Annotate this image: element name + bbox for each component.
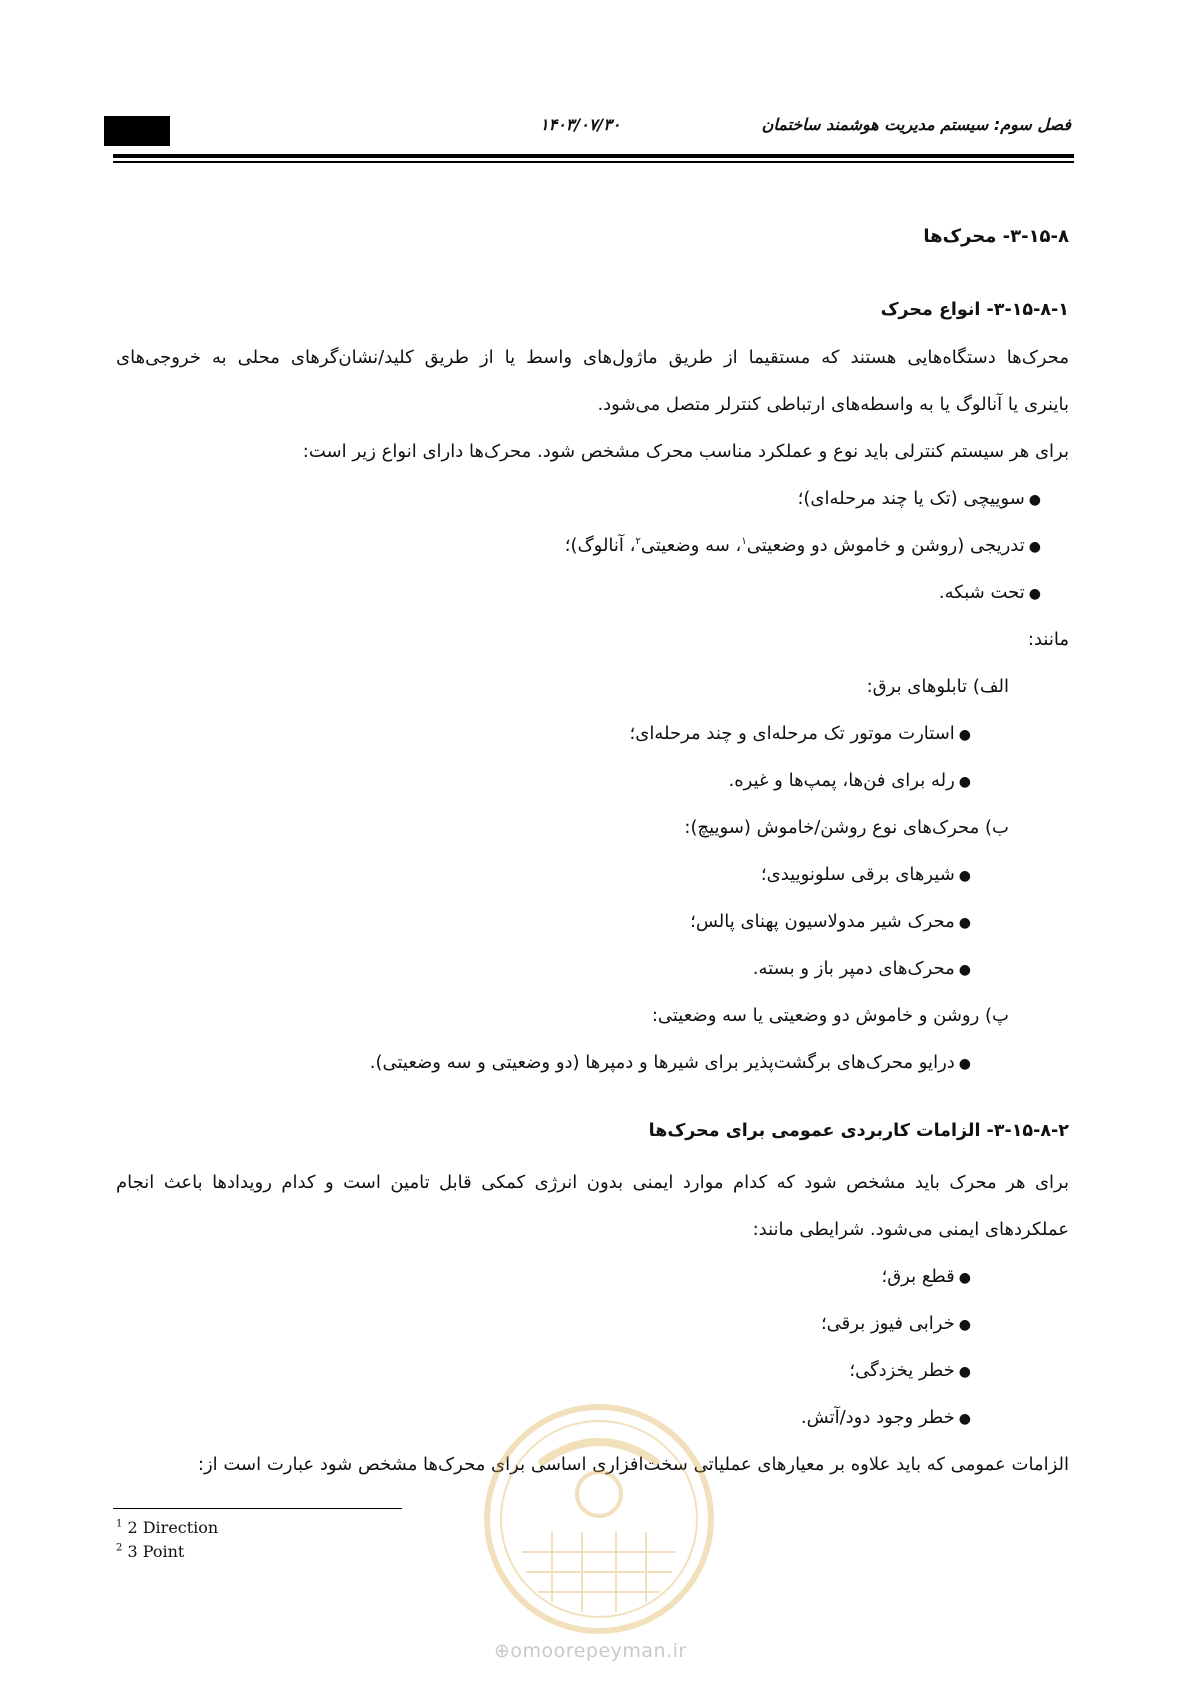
bullet-icon: ● [958, 727, 971, 743]
section-heading: ۳-۱۵-۸- محرک‌ها [923, 226, 1069, 247]
page-number-box [104, 116, 170, 146]
bullet-icon: ● [958, 1364, 971, 1380]
list-item: ●محرک شیر مدولاسیون پهنای پالس؛ [690, 911, 971, 932]
bullet-icon: ● [958, 1411, 971, 1427]
list-item: ●خرابی فیوز برقی؛ [820, 1313, 971, 1334]
paragraph-line: عملکردهای ایمنی می‌شود. شرایطی مانند: [752, 1219, 1069, 1240]
list-item: ●درایو محرک‌های برگشت‌پذیر برای شیرها و دمپرها (دو وضعیتی و سه وضعیتی). [369, 1052, 971, 1073]
header-date: ۱۴۰۳/۰۷/۳۰ [540, 115, 621, 134]
bullet-icon: ● [958, 1270, 971, 1286]
paragraph-line: برای هر محرک باید مشخص شود که کدام موارد ایمنی بدون انرژی کمکی قابل تامین است و کدام رویدادها باعث انجام [116, 1172, 1069, 1193]
paragraph-line: مانند: [1027, 629, 1069, 650]
watermark-seal-icon [482, 1402, 716, 1636]
paragraph-line: الزامات عمومی که باید علاوه بر معیارهای عملیاتی سخت‌افزاری اساسی برای محرک‌ها مشخص شود عبارت است از: [197, 1454, 1069, 1475]
list-item: ●محرک‌های دمپر باز و بسته. [752, 958, 971, 979]
list-item: ●رله برای فن‌ها، پمپ‌ها و غیره. [728, 770, 971, 791]
footnote: $^2$ 3 Point [116, 1542, 185, 1561]
paragraph-line: محرک‌ها دستگاه‌هایی هستند که مستقیما از طریق ماژول‌های واسط یا از طریق کلید/نشان‌گرهای محلی به خروجی‌های [116, 347, 1069, 368]
list-item: ●تحت شبکه. [938, 582, 1041, 603]
bullet-icon: ● [1028, 492, 1041, 508]
paragraph-line: باینری یا آنالوگ یا به واسطه‌های ارتباطی کنترلر متصل می‌شود. [597, 394, 1069, 415]
group-title: پ) روشن و خاموش دو وضعیتی یا سه وضعیتی: [651, 1005, 1009, 1026]
bullet-icon: ● [958, 1317, 971, 1333]
bullet-icon: ● [958, 915, 971, 931]
bullet-icon: ● [958, 1056, 971, 1072]
chapter-title: فصل سوم: سیستم مدیریت هوشمند ساختمان [761, 115, 1071, 134]
list-item: ●خطر یخزدگی؛ [849, 1360, 971, 1381]
list-item: ●استارت موتور تک مرحله‌ای و چند مرحله‌ای؛ [629, 723, 971, 744]
bullet-icon: ● [958, 868, 971, 884]
list-item: ●سوییچی (تک یا چند مرحله‌ای)؛ [797, 488, 1041, 509]
subsection-heading-1: ۳-۱۵-۸-۱- انواع محرک [880, 300, 1069, 320]
list-item: ●تدریجی (روشن و خاموش دو وضعیتی$^۱$، سه وضعیتی$^۲$، آنالوگ)؛ [564, 535, 1041, 556]
header-rule-thin [113, 161, 1074, 163]
subsection-heading-2: ۳-۱۵-۸-۲- الزامات کاربردی عمومی برای محرک‌ها [648, 1121, 1069, 1141]
bullet-icon: ● [1028, 539, 1041, 555]
bullet-icon: ● [1028, 586, 1041, 602]
bullet-icon: ● [958, 962, 971, 978]
footnote: $^1$ 2 Direction [116, 1518, 219, 1537]
list-item: ●شیرهای برقی سلونوییدی؛ [760, 864, 971, 885]
list-item: ●خطر وجود دود/آتش. [800, 1407, 971, 1428]
list-item: ●قطع برق؛ [881, 1266, 971, 1287]
paragraph-line: برای هر سیستم کنترلی باید نوع و عملکرد مناسب محرک مشخص شود. محرک‌ها دارای انواع زیر است: [302, 441, 1069, 462]
footnote-ref: ۲ [635, 536, 641, 547]
watermark-site: ⊕omoorepeyman.ir [494, 1640, 687, 1662]
header-rule-thick [113, 154, 1074, 158]
group-title: ب) محرک‌های نوع روشن/خاموش (سوییچ): [684, 817, 1009, 838]
bullet-icon: ● [958, 774, 971, 790]
footnote-ref: ۱ [741, 536, 747, 547]
footnote-separator [113, 1508, 402, 1509]
group-title: الف) تابلوهای برق: [866, 676, 1009, 697]
